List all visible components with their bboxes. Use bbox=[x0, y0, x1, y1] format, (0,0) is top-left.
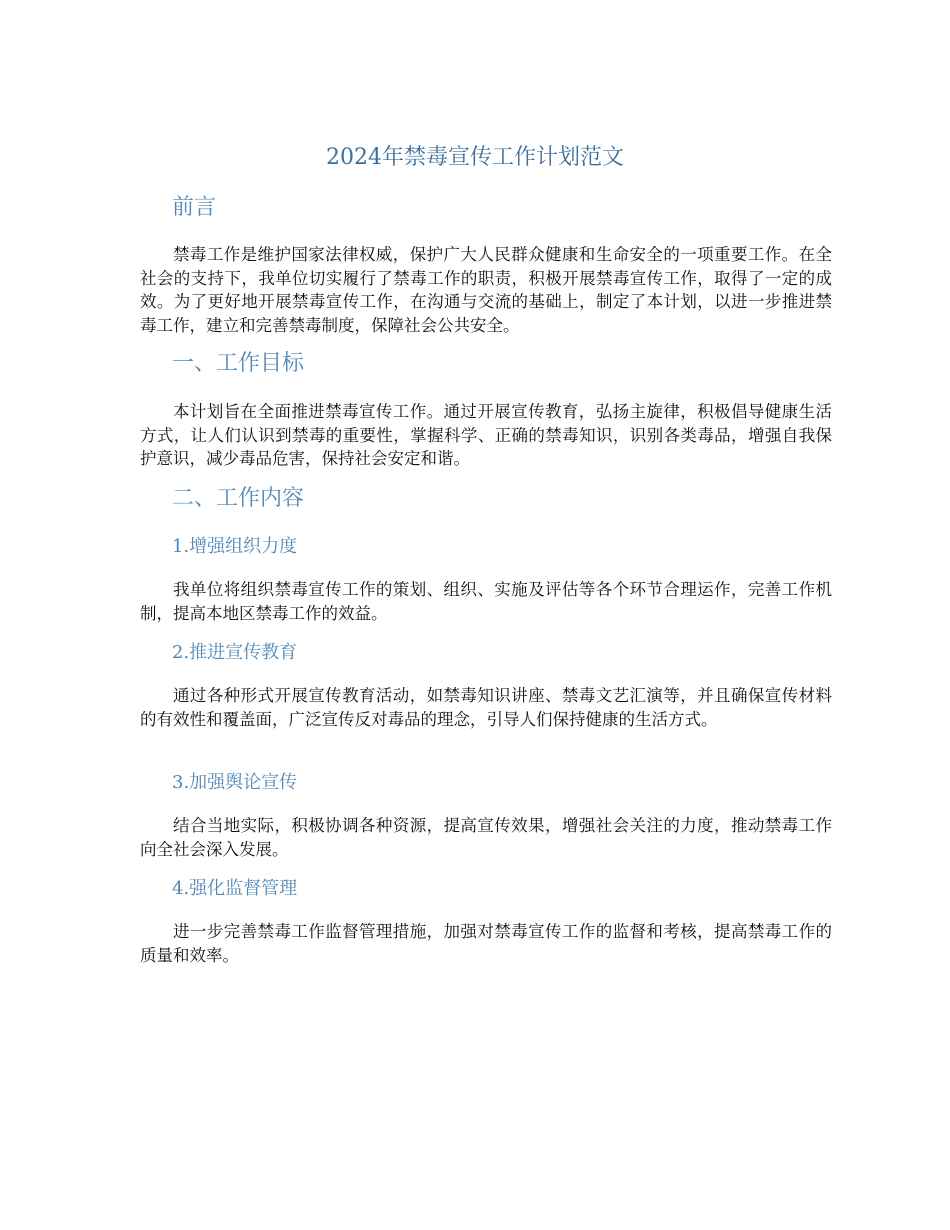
subsection-paragraph-supervision: 进一步完善禁毒工作监督管理措施，加强对禁毒宣传工作的监督和考核，提高禁毒工作的质量和效率。 bbox=[140, 922, 832, 965]
section-heading-preface: 前言 bbox=[172, 195, 217, 220]
section-paragraph-goals: 本计划旨在全面推进禁毒宣传工作。通过开展宣传教育，弘扬主旋律，积极倡导健康生活方式，让人们认识到禁毒的重要性，掌握科学、正确的禁毒知识，识别各类毒品，增强自我保护意识，减少毒品危害，保持社会安定和谐。 bbox=[140, 402, 832, 468]
document-title: 2024年禁毒宣传工作计划范文 bbox=[326, 145, 624, 170]
section-paragraph-preface: 禁毒工作是维护国家法律权威，保护广大人民群众健康和生命安全的一项重要工作。在全社会的支持下，我单位切实履行了禁毒工作的职责，积极开展禁毒宣传工作，取得了一定的成效。为了更好地开展禁毒宣传工作，在沟通与交流的基础上，制定了本计划，以进一步推进禁毒工作，建立和完善禁毒制度，保障社会公共安全。 bbox=[140, 245, 832, 335]
subsection-heading-organization: 1.增强组织力度 bbox=[172, 536, 298, 557]
subsection-heading-education: 2.推进宣传教育 bbox=[172, 642, 298, 663]
section-heading-content: 二、工作内容 bbox=[172, 486, 305, 511]
section-heading-goals: 一、工作目标 bbox=[172, 351, 305, 376]
subsection-paragraph-education: 通过各种形式开展宣传教育活动，如禁毒知识讲座、禁毒文艺汇演等，并且确保宣传材料的有效性和覆盖面，广泛宣传反对毒品的理念，引导人们保持健康的生活方式。 bbox=[140, 686, 832, 729]
subsection-heading-publicity: 3.加强舆论宣传 bbox=[172, 772, 298, 793]
subsection-paragraph-publicity: 结合当地实际，积极协调各种资源，提高宣传效果，增强社会关注的力度，推动禁毒工作向全社会深入发展。 bbox=[140, 816, 832, 859]
subsection-paragraph-organization: 我单位将组织禁毒宣传工作的策划、组织、实施及评估等各个环节合理运作，完善工作机制，提高本地区禁毒工作的效益。 bbox=[140, 580, 832, 623]
subsection-heading-supervision: 4.强化监督管理 bbox=[172, 878, 298, 899]
